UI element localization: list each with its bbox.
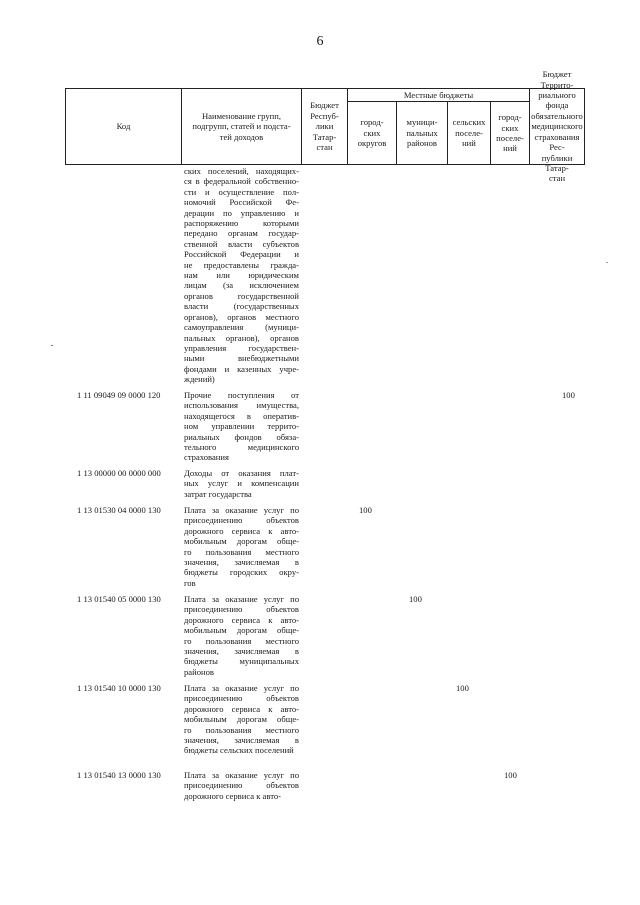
row-value-rural-settlements: 100 <box>456 683 469 693</box>
row-code: 1 11 09049 09 0000 120 <box>77 390 161 400</box>
header-urban-districts: город- ских округов <box>357 117 387 149</box>
row-code: 1 13 01540 10 0000 130 <box>77 683 161 693</box>
row-name: Плата за оказание услуг по присоединению объектов дорожного сервиса к авто- мобильным дорогам обще- го пользования местного значения, зачисляемая в бюджеты городских окру- гов <box>184 505 299 588</box>
row-code: 1 13 01530 04 0000 130 <box>77 505 161 515</box>
header-name: Наименование групп, подгрупп, статей и подста- тей доходов <box>192 110 291 142</box>
row-value-urban-settlements: 100 <box>504 770 517 780</box>
row-code: 1 13 00000 00 0000 000 <box>77 468 161 478</box>
header-fund-budget: Бюджет Террито- риального фонда обязательного медицинского страхования Рес- публики Татар- стан <box>531 69 583 184</box>
row-name: Плата за оказание услуг по присоединению объектов дорожного сервиса к авто- <box>184 770 299 801</box>
header-republic-budget: Бюджет Респуб- лики Татар- стан <box>310 100 339 153</box>
header-code: Код <box>116 121 131 132</box>
row-name: Плата за оказание услуг по присоединению объектов дорожного сервиса к авто- мобильным дорогам обще- го пользования местного значения, зачисляемая в бюджеты сельских поселений <box>184 683 299 756</box>
scan-speck <box>51 345 53 346</box>
row-value-urban-districts: 100 <box>359 505 372 515</box>
header-rural-settlements: сельских поселе- ний <box>452 117 486 149</box>
row-name: Доходы от оказания плат- ных услуг и компенсации затрат государства <box>184 468 299 499</box>
scan-speck <box>606 262 608 263</box>
row-name: ских поселений, находящих- ся в федеральной собственно- сти и осуществление пол- номочий Российской Фе- дерации по управлению и распоряжению которыми передано органам государ- ственной власти субъектов Российской Федерации и не предоставлены гражда- нам или юридическим лицам (за исключением органов государственной власти (государственных органов), органов местного самоуправления (муници- пальных органов), органов управления государствен- ными внебюджетными фондами и казенных учре- ждений) <box>184 166 299 385</box>
row-name: Плата за оказание услуг по присоединению объектов дорожного сервиса к авто- мобильным дорогам обще- го пользования местного значения, зачисляемая в бюджеты муниципальных районов <box>184 594 299 677</box>
row-value-municipal-districts: 100 <box>409 594 422 604</box>
page-number: 6 <box>316 34 324 49</box>
header-local-budgets: Местные бюджеты <box>403 89 474 100</box>
row-code: 1 13 01540 13 0000 130 <box>77 770 161 780</box>
header-municipal-districts: муници- пальных районов <box>406 117 438 149</box>
row-code: 1 13 01540 05 0000 130 <box>77 594 161 604</box>
row-name: Прочие поступления от использования имущества, находящегося в оператив- ном управлении террито- риальных фондов обяза- тельного медицинского страхования <box>184 390 299 463</box>
row-value-fund-budget: 100 <box>562 390 575 400</box>
header-urban-settlements: город- ских поселе- ний <box>496 112 524 154</box>
